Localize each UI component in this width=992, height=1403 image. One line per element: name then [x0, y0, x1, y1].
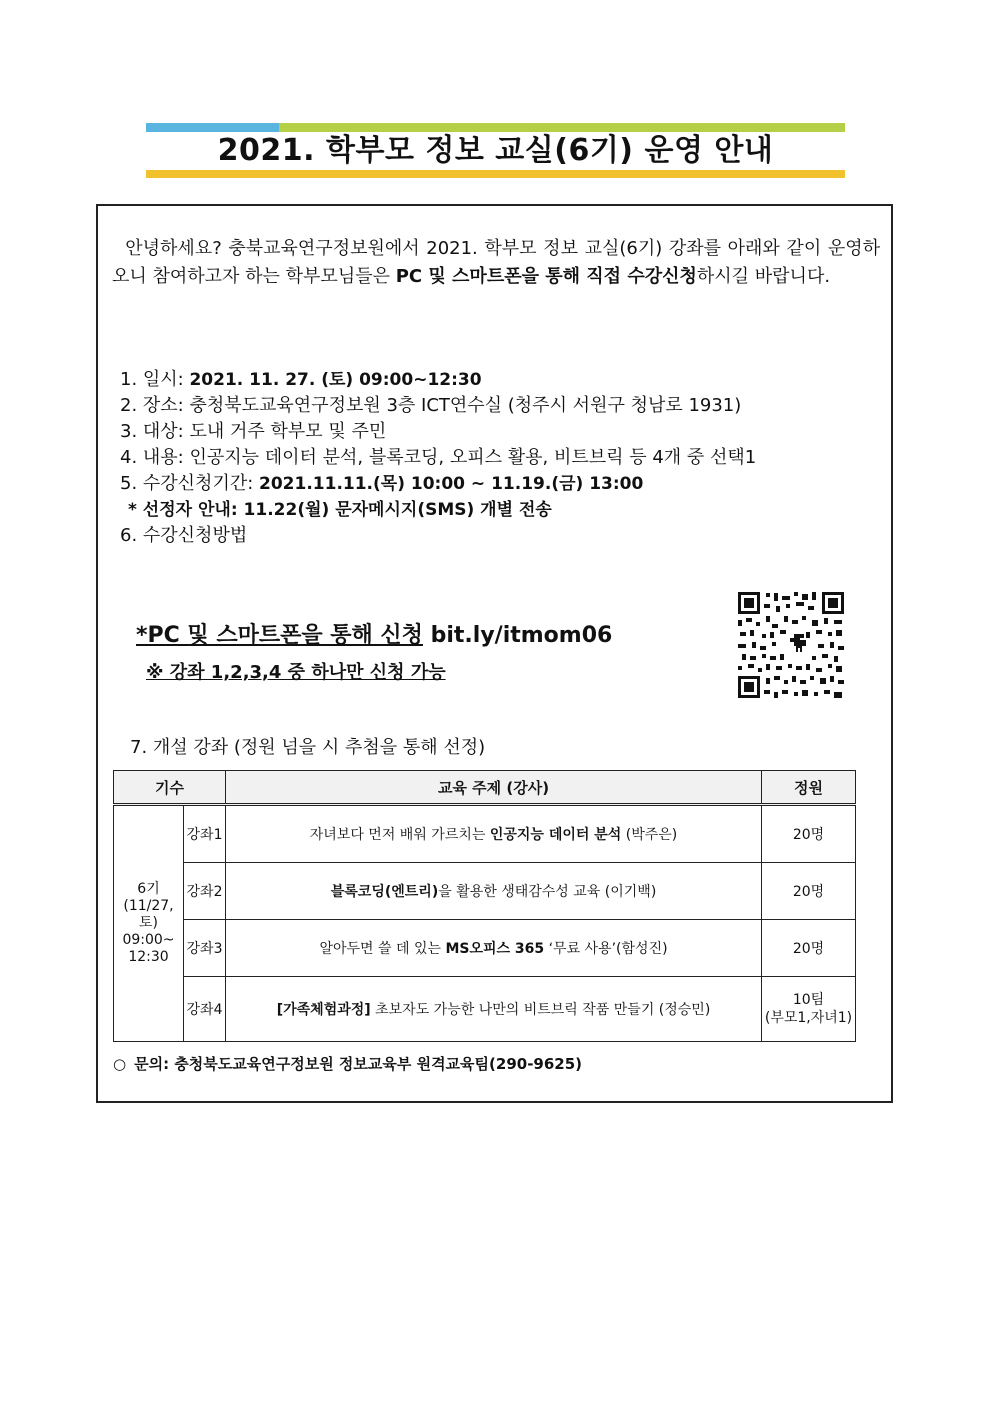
table-row	[114, 977, 856, 1042]
table-header-row	[114, 771, 856, 805]
table-row	[114, 920, 856, 977]
header-capacity: 정원	[762, 771, 856, 805]
info-item-period: 5. 수강신청기간: 2021.11.11.(목) 10:00 ~ 11.19.(금) 13:00	[120, 473, 644, 494]
bullet-circle-icon: ○	[113, 1055, 127, 1073]
info-item-place: 2. 장소: 충청북도교육연구정보원 3층 ICT연수실 (청주시 서원구 청남로 1931)	[120, 395, 742, 416]
intro-paragraph	[112, 235, 880, 291]
info-item-content: 4. 내용: 인공지능 데이터 분석, 블록코딩, 오피스 활용, 비트브릭 등 4개 중 선택1	[120, 447, 757, 468]
title-bar-green	[279, 123, 845, 132]
info-list	[120, 367, 890, 549]
info-item-method: 6. 수강신청방법	[120, 525, 248, 546]
course-topic: 알아두면 쓸 데 있는 MS오피스 365 ‘무료 사용’(함성진)	[226, 920, 762, 977]
qr-code-icon[interactable]	[736, 590, 846, 700]
table-row	[114, 805, 856, 863]
course-topic: 자녀보다 먼저 배워 가르치는 인공지능 데이터 분석 (박주은)	[226, 805, 762, 863]
apply-instruction	[136, 618, 612, 649]
course-capacity: 20명	[762, 863, 856, 920]
course-capacity: 20명	[762, 805, 856, 863]
course-number: 강좌4	[184, 977, 226, 1042]
info-item-date: 1. 일시: 2021. 11. 27. (토) 09:00~12:30	[120, 369, 482, 390]
course-topic: [가족체험과정] 초보자도 가능한 나만의 비트브릭 작품 만들기 (정승민)	[226, 977, 762, 1042]
course-capacity: 10팀 (부모1,자녀1)	[762, 977, 856, 1042]
page-title: 2021. 학부모 정보 교실(6기) 운영 안내	[217, 133, 774, 168]
apply-text: *PC 및 스마트폰을 통해 신청	[136, 623, 423, 648]
course-number: 강좌1	[184, 805, 226, 863]
info-item-notice: * 선정자 안내: 11.22(월) 문자메시지(SMS) 개별 전송	[128, 500, 552, 520]
title-decoration-bottom	[146, 170, 845, 178]
contact-text: 문의: 충청북도교육연구정보원 정보교육부 원격교육팀(290-9625)	[134, 1055, 583, 1073]
title-decoration-top	[146, 123, 845, 132]
course-capacity: 20명	[762, 920, 856, 977]
info-item-target: 3. 대상: 도내 거주 학부모 및 주민	[120, 421, 387, 442]
table-row	[114, 863, 856, 920]
course-table	[113, 770, 856, 1042]
header-cohort: 기수	[114, 771, 226, 805]
header-topic: 교육 주제 (강사)	[226, 771, 762, 805]
apply-note: ※ 강좌 1,2,3,4 중 하나만 신청 가능	[146, 662, 446, 683]
intro-bold: PC 및 스마트폰을 통해 직접 수강신청	[395, 266, 697, 287]
course-number: 강좌3	[184, 920, 226, 977]
cohort-cell: 6기 (11/27,토) 09:00~ 12:30	[114, 805, 184, 1042]
course-number: 강좌2	[184, 863, 226, 920]
title-bar-blue	[146, 123, 279, 132]
course-topic: 블록코딩(엔트리)을 활용한 생태감수성 교육 (이기백)	[226, 863, 762, 920]
intro-end: 하시길 바랍니다.	[696, 266, 831, 287]
contact-info	[113, 1053, 582, 1074]
apply-link[interactable]: bit.ly/itmom06	[430, 623, 613, 648]
section-courses-title: 7. 개설 강좌 (정원 넘을 시 추첨을 통해 선정)	[130, 737, 486, 758]
intro-text: 안녕하세요? 충북교육연구정보원에서 2021. 학부모 정보 교실(6기) 강좌를 아래와 같이 운영하오니 참여하고자 하는 학부모님들은	[112, 238, 880, 287]
